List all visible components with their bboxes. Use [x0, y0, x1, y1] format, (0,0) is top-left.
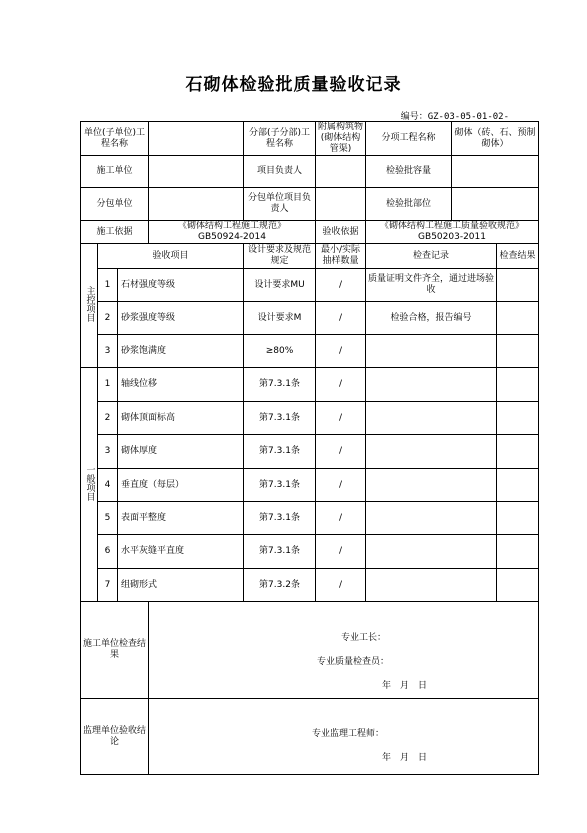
- general-item-record[interactable]: [366, 402, 497, 435]
- batch-capacity-label: 检验批容量: [366, 156, 452, 188]
- subitem-value[interactable]: 砌体（砖、石、预制砌体）: [452, 122, 539, 156]
- general-item-name: 轴线位移: [118, 368, 244, 402]
- col-header-design: 设计要求及规范规定: [244, 244, 316, 269]
- general-item-record[interactable]: [366, 535, 497, 569]
- project-manager-value[interactable]: [316, 156, 366, 188]
- general-item-name: 垂直度（每层）: [118, 469, 244, 502]
- unit-project-value[interactable]: [149, 122, 244, 156]
- general-item-row: [81, 502, 539, 535]
- general-item-row: [81, 535, 539, 569]
- main-item-row: [81, 302, 539, 335]
- main-item-record[interactable]: 检验合格，报告编号: [366, 302, 497, 335]
- main-item-name: 砂浆饱满度: [118, 335, 244, 368]
- general-item-row: [81, 435, 539, 469]
- sub-manager-label: 分包单位项目负责人: [244, 188, 316, 221]
- general-item-row: [81, 569, 539, 602]
- general-item-sample[interactable]: /: [316, 402, 366, 435]
- general-item-req: 第7.3.1条: [244, 469, 316, 502]
- main-item-name: 石材强度等级: [118, 269, 244, 302]
- general-item-result[interactable]: [497, 402, 539, 435]
- subcontractor-label: 分包单位: [81, 188, 149, 221]
- main-item-name: 砂浆强度等级: [118, 302, 244, 335]
- supervision-engineer-label: 专业监理工程师：: [312, 729, 385, 739]
- quality-inspector-label: 专业质量检查员：: [317, 657, 390, 667]
- general-item-req: 第7.3.2条: [244, 569, 316, 602]
- main-control-label: [81, 244, 98, 368]
- main-control-text: 主控项目: [84, 285, 95, 322]
- general-item-sample[interactable]: /: [316, 569, 366, 602]
- construction-check-label: 施工单位检查结果: [81, 602, 149, 699]
- general-item-no: 1: [98, 368, 118, 402]
- general-item-sample[interactable]: /: [316, 469, 366, 502]
- general-item-req: 第7.3.1条: [244, 368, 316, 402]
- acceptance-standard-code: GB50203-2011: [418, 232, 486, 242]
- unit-project-label: 单位(子单位)工程名称: [81, 122, 149, 156]
- main-item-sample[interactable]: /: [316, 302, 366, 335]
- general-item-no: 6: [98, 535, 118, 569]
- main-item-sample[interactable]: /: [316, 335, 366, 368]
- main-item-result[interactable]: [497, 302, 539, 335]
- general-item-result[interactable]: [497, 569, 539, 602]
- col-header-record: 检查记录: [366, 244, 497, 269]
- general-item-sample[interactable]: /: [316, 535, 366, 569]
- general-label: [81, 368, 98, 602]
- general-item-record[interactable]: [366, 569, 497, 602]
- basis-standard-name: 《砌体结构工程施工规范》: [177, 221, 286, 231]
- supervision-signature-block: [149, 699, 538, 774]
- sub-manager-value[interactable]: [316, 188, 366, 221]
- construction-signature-block: [149, 602, 538, 698]
- general-item-name: 砌体厚度: [118, 435, 244, 469]
- acceptance-basis-label: 验收依据: [316, 221, 366, 244]
- general-item-name: 砌体顶面标高: [118, 402, 244, 435]
- main-item-no: 3: [98, 335, 118, 368]
- general-item-sample[interactable]: /: [316, 435, 366, 469]
- page-title: 石砌体检验批质量验收记录: [185, 75, 402, 95]
- division-value[interactable]: 附属构筑物(砌体结构管渠): [316, 122, 366, 156]
- general-item-result[interactable]: [497, 535, 539, 569]
- general-text: 一般项目: [84, 464, 95, 501]
- general-item-name: 表面平整度: [118, 502, 244, 535]
- general-item-no: 7: [98, 569, 118, 602]
- general-item-req: 第7.3.1条: [244, 402, 316, 435]
- division-label: 分部(子分部)工程名称: [244, 122, 316, 156]
- general-item-row: [81, 402, 539, 435]
- batch-location-label: 检验批部位: [366, 188, 452, 221]
- subcontractor-value[interactable]: [149, 188, 244, 221]
- batch-location-value[interactable]: [452, 188, 539, 221]
- form-number: 编号：GZ-03-05-01-02-: [400, 112, 509, 122]
- subitem-label: 分项工程名称: [366, 122, 452, 156]
- contractor-label: 施工单位: [81, 156, 149, 188]
- main-item-result[interactable]: [497, 335, 539, 368]
- general-item-no: 4: [98, 469, 118, 502]
- main-item-sample[interactable]: /: [316, 269, 366, 302]
- supervision-area[interactable]: [149, 699, 539, 775]
- col-header-result: 检查结果: [497, 244, 539, 269]
- general-item-sample[interactable]: /: [316, 502, 366, 535]
- general-item-record[interactable]: [366, 469, 497, 502]
- col-header-sample: 最小/实际抽样数量: [316, 244, 366, 269]
- col-header-item: 验收项目: [98, 244, 244, 269]
- supervision-label: 监理单位验收结论: [81, 699, 149, 775]
- general-item-result[interactable]: [497, 368, 539, 402]
- main-item-row: [81, 269, 539, 302]
- general-item-name: 水平灰缝平直度: [118, 535, 244, 569]
- inspection-table: [80, 121, 539, 775]
- general-item-no: 2: [98, 402, 118, 435]
- main-item-result[interactable]: [497, 269, 539, 302]
- contractor-value[interactable]: [149, 156, 244, 188]
- main-item-req: 设计要求MU: [244, 269, 316, 302]
- main-item-no: 2: [98, 302, 118, 335]
- general-item-result[interactable]: [497, 435, 539, 469]
- general-item-name: 组砌形式: [118, 569, 244, 602]
- acceptance-standard-name: 《砌体结构工程施工质量验收规范》: [380, 221, 525, 231]
- batch-capacity-value[interactable]: [452, 156, 539, 188]
- general-item-no: 5: [98, 502, 118, 535]
- main-item-no: 1: [98, 269, 118, 302]
- acceptance-basis-value: [366, 221, 539, 244]
- general-item-req: 第7.3.1条: [244, 535, 316, 569]
- supervision-date: 年 月 日: [382, 753, 428, 763]
- basis-standard-code: GB50924-2014: [198, 232, 266, 242]
- foreman-label: 专业工长：: [341, 633, 387, 643]
- construction-check-area[interactable]: [149, 602, 539, 699]
- basis-label: 施工依据: [81, 221, 149, 244]
- main-item-record[interactable]: 质量证明文件齐全，通过进场验收: [366, 269, 497, 302]
- general-item-req: 第7.3.1条: [244, 435, 316, 469]
- main-item-req: 设计要求M: [244, 302, 316, 335]
- general-item-req: 第7.3.1条: [244, 502, 316, 535]
- main-item-row: [81, 335, 539, 368]
- general-item-row: [81, 469, 539, 502]
- main-item-record[interactable]: [366, 335, 497, 368]
- construction-date: 年 月 日: [382, 681, 428, 691]
- general-item-row: [81, 368, 539, 402]
- general-item-result[interactable]: [497, 469, 539, 502]
- basis-value: [149, 221, 316, 244]
- general-item-record[interactable]: [366, 502, 497, 535]
- main-item-req: ≥80%: [244, 335, 316, 368]
- general-item-result[interactable]: [497, 502, 539, 535]
- general-item-no: 3: [98, 435, 118, 469]
- project-manager-label: 项目负责人: [244, 156, 316, 188]
- general-item-sample[interactable]: /: [316, 368, 366, 402]
- general-item-record[interactable]: [366, 368, 497, 402]
- general-item-record[interactable]: [366, 435, 497, 469]
